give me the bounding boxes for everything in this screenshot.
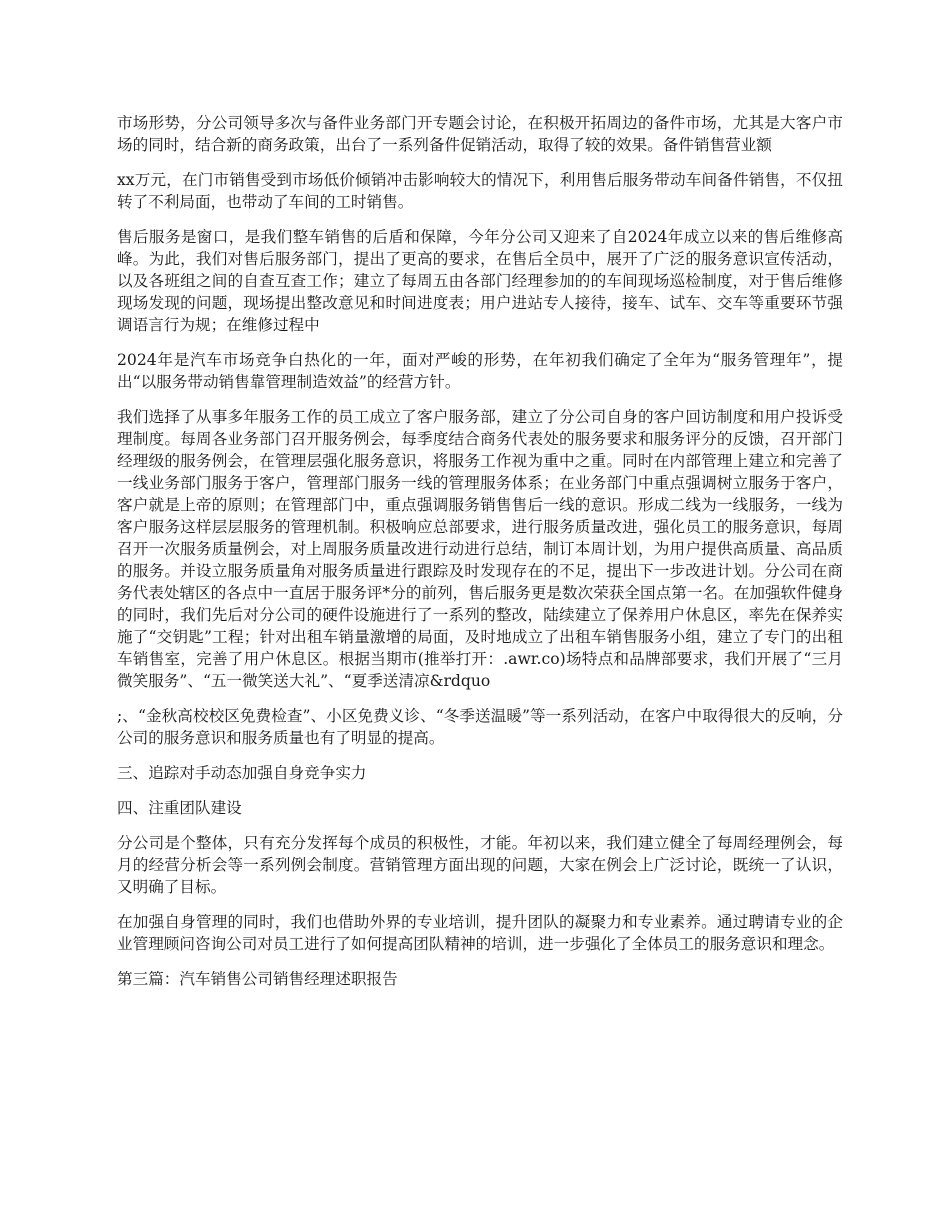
paragraph-after-sales-service: 售后服务是窗口，是我们整车销售的后盾和保障，今年分公司又迎来了自2024年成立以来的售后维修高峰。为此，我们对售后服务部门，提出了更高的要求，在售后全员中，展开了广泛的服务意识宣传活动，以及各班组之间的自查互查工作；建立了每周五由各部门经理参加的的车间现场巡检制度，对于售后维修现场发现的问题，现场提出整改意见和时间进度表；用户进站专人接待，接车、试车、交车等重要环节强调语言行为规；在维修过程中 [117, 228, 843, 334]
paragraph-spare-parts-market: 市场形势，分公司领导多次与备件业务部门开专题会讨论，在积极开拓周边的备件市场，尤其是大客户市场的同时，结合新的商务政策，出台了一系列备件促销活动，取得了较的效果。备件销售营业额 [117, 114, 843, 154]
paragraph-seasonal-activities: ;、“金秋高校校区免费检查”、小区免费义诊、“冬季送温暖”等一系列活动，在客户中取得很大的反响，分公司的服务意识和服务质量也有了明显的提高。 [117, 707, 843, 747]
chapter-heading-third-article: 第三篇：汽车销售公司销售经理述职报告 [117, 970, 398, 988]
section-heading-competitors: 三、追踪对手动态加强自身竞争实力 [117, 764, 367, 782]
paragraph-spare-parts-revenue: xx万元，在门市销售受到市场低价倾销冲击影响较大的情况下，利用售后服务带动车间备件销售，不仅扭转了不利局面，也带动了车间的工时销售。 [117, 171, 843, 211]
paragraph-external-training: 在加强自身管理的同时，我们也借助外界的专业培训，提升团队的凝聚力和专业素养。通过聘请专业的企业管理顾问咨询公司对员工进行了如何提高团队精神的培训，进一步强化了全体员工的服务意识和理念。 [117, 913, 843, 953]
paragraph-customer-service-department: 我们选择了从事多年服务工作的员工成立了客户服务部，建立了分公司自身的客户回访制度和用户投诉受理制度。每周各业务部门召开服务例会，每季度结合商务代表处的服务要求和服务评分的反馈，召开部门经理级的服务例会，在管理层强化服务意识，将服务工作视为重中之重。同时在内部管理上建立和完善了一线业务部门服务于客户，管理部门服务一线的管理服务体系；在业务部门中重点强调树立服务于客户，客户就是上帝的原则；在管理部门中，重点强调服务销售售后一线的意识。形成二线为一线服务，一线为客户服务这样层层服务的管理机制。积极响应总部要求，进行服务质量改进，强化员工的服务意识，每周召开一次服务质量例会，对上周服务质量改进行动进行总结，制订本周计划，为用户提供高质量、高品质的服务。并设立服务质量角对服务质量进行跟踪及时发现存在的不足，提出下一步改进计划。分公司在商务代表处辖区的各点中一直居于服务评*分的前列，售后服务更是数次荣获全国点第一名。在加强软件健身的同时，我们先后对分公司的硬件设施进行了一系列的整改，陆续建立了保养用户休息区，率先在保养实施了“交钥匙”工程；针对出租车销量激增的局面，及时地成立了出租车销售服务小组，建立了专门的出租车销售室，完善了用户休息区。根据当期市(推举打开：.awr.co)场特点和品牌部要求，我们开展了“三月微笑服务”、“五一微笑送大礼”、“夏季送清凉&rdquo [117, 408, 843, 690]
document-body [117, 112, 843, 1003]
paragraph-service-management-year: 2024年是汽车市场竞争白热化的一年，面对严峻的形势，在年初我们确定了全年为“服务管理年”，提出“以服务带动销售靠管理制造效益”的经营方针。 [117, 351, 843, 391]
paragraph-meeting-system: 分公司是个整体，只有充分发挥每个成员的积极性，才能。年初以来，我们建立健全了每周经理例会，每月的经营分析会等一系列例会制度。营销管理方面出现的问题，大家在例会上广泛讨论，既统一了认识，又明确了目标。 [117, 834, 843, 896]
section-heading-team-building: 四、注重团队建设 [117, 799, 242, 817]
